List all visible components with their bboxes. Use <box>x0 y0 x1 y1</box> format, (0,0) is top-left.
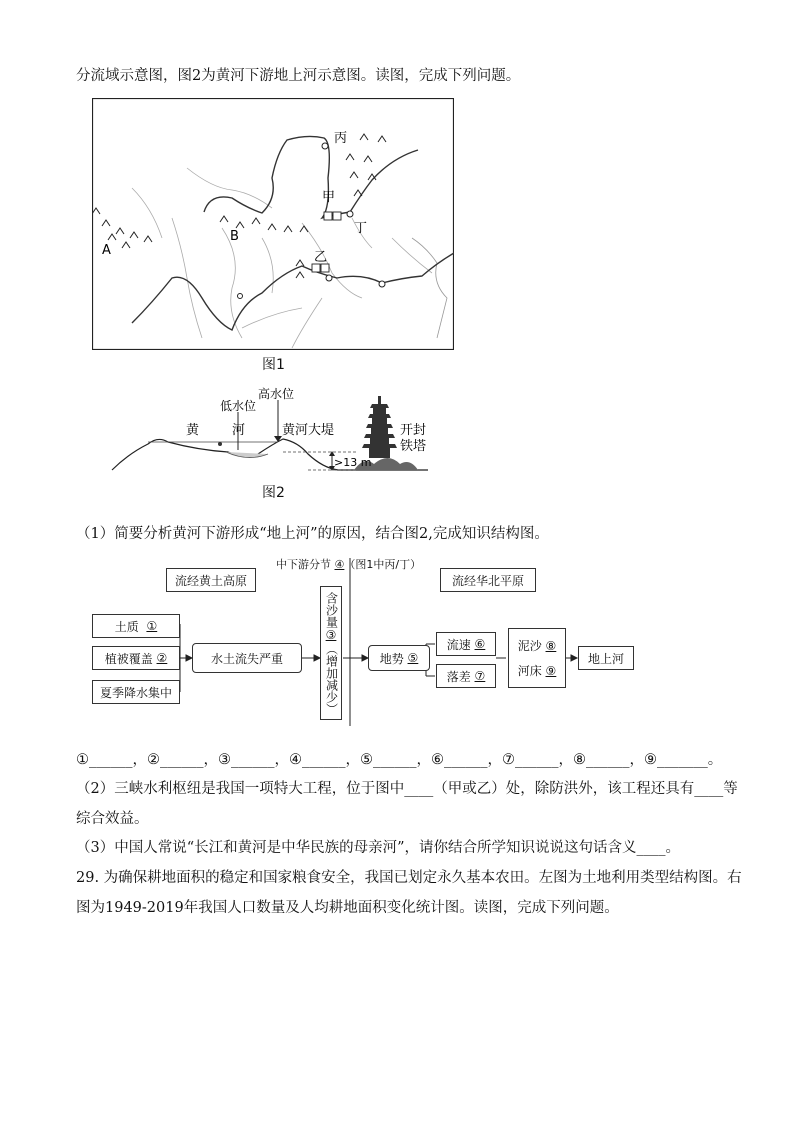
label-tower-1: 开封 <box>400 423 427 438</box>
label-he: 河 <box>232 423 246 438</box>
figure1-caption: 图1 <box>262 357 285 373</box>
box-result: 地上河 <box>578 646 634 670</box>
box-silt-bed: 泥沙 ⑧ 河床 ⑨ <box>508 628 566 688</box>
figure2-cross-section <box>108 384 438 480</box>
box-rain: 夏季降水集中 <box>92 680 180 704</box>
question29-line2: 图为1949-2019年我国人口数量及人均耕地面积变化统计图。读图，完成下列问题。 <box>76 900 619 916</box>
label-height: >13 m <box>334 456 372 469</box>
label-high-water: 高水位 <box>258 387 295 401</box>
label-bing: 丙 <box>334 131 348 146</box>
figure1-map <box>92 98 454 350</box>
box-terrain: 地势 ⑤ <box>368 645 430 671</box>
box-loess: 流经黄土高原 <box>166 568 256 592</box>
diagram-top-label: 中下游分节 ④（图1中丙/丁） <box>276 558 422 571</box>
label-low-water: 低水位 <box>220 399 257 413</box>
question2-line1: （2）三峡水利枢纽是我国一项特大工程，位于图中____（甲或乙）处，除防洪外，该工程还具有____等 <box>76 781 738 797</box>
label-a: A <box>102 243 111 258</box>
label-huang: 黄 <box>186 423 200 438</box>
label-ding: 丁 <box>354 221 368 236</box>
box-sediment: 含沙量 ③ （增加减少） <box>320 586 342 720</box>
label-dike: 黄河大堤 <box>282 423 335 438</box>
question1-text: （1）简要分析黄河下游形成“地上河”的原因，结合图2,完成知识结构图。 <box>76 526 549 542</box>
question2-line2: 综合效益。 <box>76 811 149 827</box>
box-erosion: 水土流失严重 <box>192 643 302 673</box>
intro-text: 分流域示意图，图2为黄河下游地上河示意图。读图，完成下列问题。 <box>76 68 521 84</box>
box-vegetation: 植被覆盖 ② <box>92 646 180 670</box>
box-drop: 落差 ⑦ <box>436 664 496 688</box>
label-jia: 甲 <box>322 190 336 205</box>
label-yi: 乙 <box>314 250 328 265</box>
box-speed: 流速 ⑥ <box>436 632 496 656</box>
question3-text: （3）中国人常说“长江和黄河是中华民族的母亲河”，请你结合所学知识说说这句话含义____。 <box>76 840 681 856</box>
label-tower-2: 铁塔 <box>400 439 427 454</box>
answer-blanks: ①______，②______，③______，④______，⑤______，⑥______，⑦______，⑧______，⑨_______。 <box>76 752 723 768</box>
label-b: B <box>230 229 239 244</box>
question29-line1: 29. 为确保耕地面积的稳定和国家粮食安全，我国已划定永久基本农田。左图为土地利用类型结构图。右 <box>76 870 742 886</box>
box-soil: 土质 ① <box>92 614 180 638</box>
figure2-caption: 图2 <box>262 485 285 501</box>
box-plain: 流经华北平原 <box>440 568 536 592</box>
